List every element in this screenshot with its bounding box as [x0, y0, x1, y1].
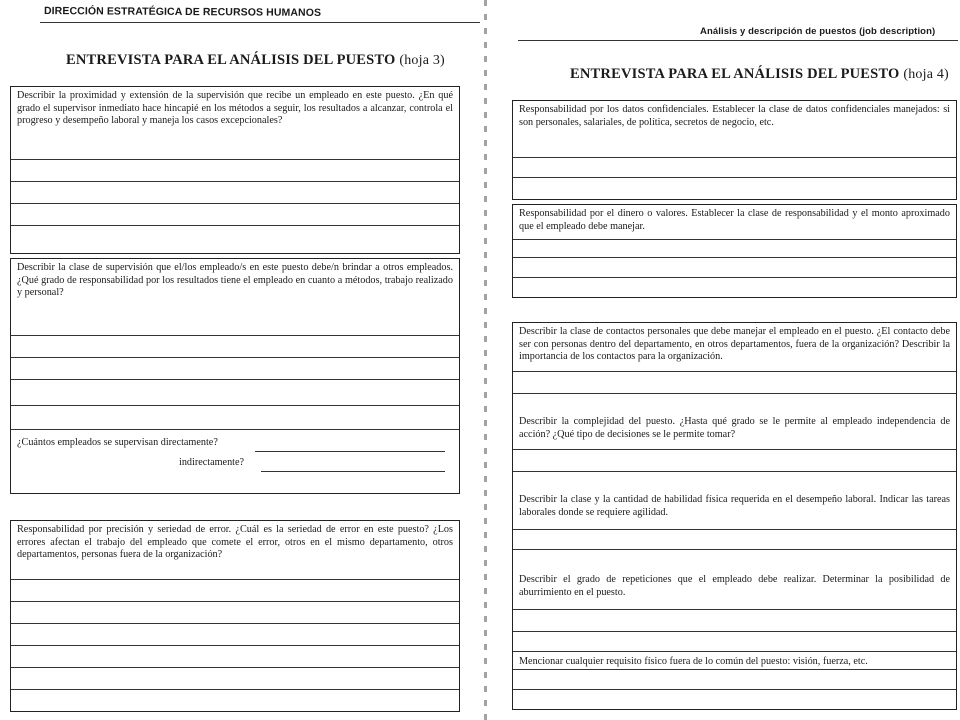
right-page: [490, 0, 960, 720]
answer-line[interactable]: [513, 239, 956, 240]
answer-line[interactable]: [11, 689, 459, 690]
answer-line[interactable]: [11, 203, 459, 204]
answer-line[interactable]: [513, 177, 956, 178]
answer-line[interactable]: [513, 529, 956, 530]
answer-line[interactable]: [11, 379, 459, 380]
answer-line[interactable]: [11, 623, 459, 624]
question-direct-count: ¿Cuántos empleados se supervisan directamente?: [17, 437, 218, 448]
question-indirect-count: indirectamente?: [179, 457, 245, 468]
money-responsibility-box: [512, 204, 957, 298]
answer-line[interactable]: [11, 667, 459, 668]
answer-line[interactable]: [513, 651, 956, 652]
answer-line[interactable]: [11, 645, 459, 646]
left-sheet-number: (hoja 3): [399, 53, 445, 68]
question-confidential-data: Responsabilidad por los datos confidenciales. Establecer la clase de datos confidenciales manejados: si son personales, salariales, de política, secretos de negocio, etc.: [519, 104, 950, 128]
question-money-responsibility: Responsabilidad por el dinero o valores. Establecer la clase de responsabilidad y el monto aproximado que el empleado debe manejar.: [519, 208, 950, 232]
right-header-rule: [518, 40, 958, 41]
answer-line[interactable]: [513, 393, 956, 394]
confidential-data-box: [512, 100, 957, 200]
answer-line[interactable]: [11, 159, 459, 160]
question-physical-skill: Describir la clase y la cantidad de habilidad física requerida en el desempeño laboral. Indicar las tareas laborales donde se requiere agilidad.: [519, 494, 950, 518]
answer-line[interactable]: [11, 335, 459, 336]
right-lower-box: [512, 322, 957, 710]
question-error-responsibility: Responsabilidad por precisión y seriedad de error. ¿Cuál es la seriedad de error en este puesto? ¿Los errores afectan el trabajo del empleado que comete el error, otros en el mismo departamento, otros departamentos, personas fuera de la organización?: [17, 524, 453, 561]
left-page-title: [66, 52, 445, 69]
answer-line[interactable]: [11, 601, 459, 602]
left-title-text: ENTREVISTA PARA EL ANÁLISIS DEL PUESTO: [66, 52, 396, 68]
question-supervision-given: Describir la clase de supervisión que el/los empleado/s en este puesto debe/n brindar a otros empleados. ¿Qué grado de responsabilidad por los resultados tiene el empleado en cuanto a métodos, trabajo realizado y personal?: [17, 262, 453, 299]
book-gutter: [484, 0, 487, 720]
answer-line[interactable]: [513, 631, 956, 632]
left-header-rule: [40, 22, 480, 23]
right-sheet-number: (hoja 4): [903, 67, 949, 82]
right-page-title: [570, 66, 949, 83]
answer-line[interactable]: [11, 357, 459, 358]
question-supervision-received: Describir la proximidad y extensión de la supervisión que recibe un empleado en este puesto. ¿En qué grado el supervisor inmediato hace hincapié en los métodos a seguir, los resultados a alcanzar, controla el progreso y desempeño laboral y maneja los casos excepcionales?: [17, 90, 453, 127]
supervision-received-box: [10, 86, 460, 254]
answer-line[interactable]: [11, 429, 459, 430]
answer-line[interactable]: [11, 405, 459, 406]
answer-line[interactable]: [513, 669, 956, 670]
answer-line[interactable]: [513, 609, 956, 610]
right-running-header: Análisis y descripción de puestos (job description): [700, 26, 936, 37]
question-repetitions: Describir el grado de repeticiones que el empleado debe realizar. Determinar la posibilidad de aburrimiento en el puesto.: [519, 574, 950, 598]
answer-line[interactable]: [513, 689, 956, 690]
question-personal-contacts: Describir la clase de contactos personales que debe manejar el empleado en el puesto. ¿El contacto debe ser con personas dentro del departamento, en otros departamentos, fuera de la organización? Describir la importancia de los contactos para la organización.: [519, 326, 950, 363]
question-job-complexity: Describir la complejidad del puesto. ¿Hasta qué grado se le permite al empleado independencia de acción? ¿Qué tipo de decisiones se le permite tomar?: [519, 416, 950, 440]
answer-line[interactable]: [513, 471, 956, 472]
error-responsibility-box: [10, 520, 460, 712]
answer-line[interactable]: [513, 371, 956, 372]
answer-line[interactable]: [513, 157, 956, 158]
indirect-count-line[interactable]: [261, 471, 445, 472]
answer-line[interactable]: [11, 579, 459, 580]
answer-line[interactable]: [513, 549, 956, 550]
answer-line[interactable]: [513, 277, 956, 278]
answer-line[interactable]: [11, 225, 459, 226]
left-running-header: DIRECCIÓN ESTRATÉGICA DE RECURSOS HUMANOS: [43, 5, 322, 19]
answer-line[interactable]: [11, 181, 459, 182]
direct-count-line[interactable]: [255, 451, 445, 452]
answer-line[interactable]: [513, 257, 956, 258]
answer-line[interactable]: [513, 449, 956, 450]
question-physical-requirements: Mencionar cualquier requisito físico fuera de lo común del puesto: visión, fuerza, etc.: [519, 656, 868, 667]
supervision-given-box: [10, 258, 460, 494]
right-title-text: ENTREVISTA PARA EL ANÁLISIS DEL PUESTO: [570, 66, 900, 82]
